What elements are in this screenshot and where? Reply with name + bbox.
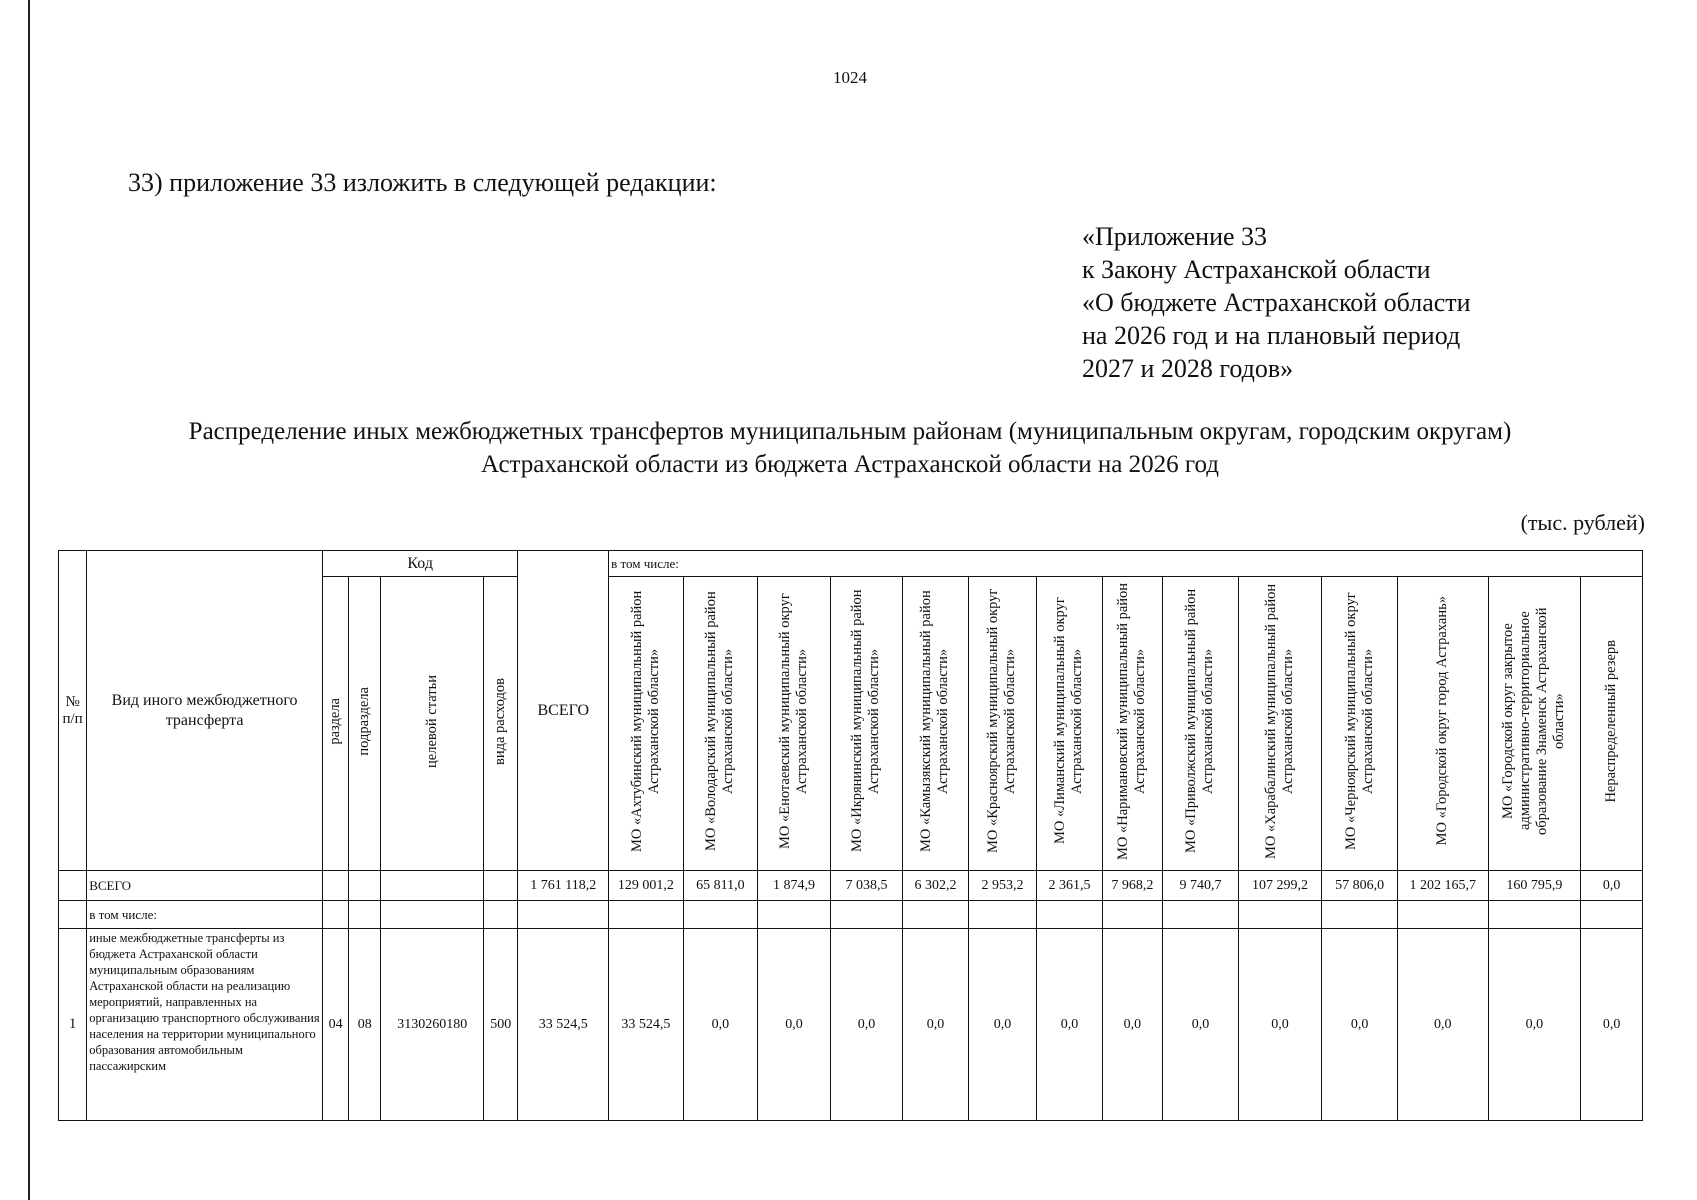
total-row-value: 1 874,9 [758, 871, 831, 901]
municipality-header: МО «Камызякский муниципальный район Астраханской области» [903, 577, 968, 871]
row-value: 0,0 [758, 929, 831, 1121]
total-row [59, 871, 1643, 901]
total-row-value: 65 811,0 [683, 871, 758, 901]
total-row-value: 7 038,5 [830, 871, 903, 901]
municipality-header: МО «Володарский муниципальный район Астраханской области» [683, 577, 758, 871]
total-row-total: 1 761 118,2 [518, 871, 609, 901]
title-line: Распределение иных межбюджетных трансфертов муниципальным районам (муниципальным округам, городским округам) [188, 418, 1512, 445]
total-row-value: 1 202 165,7 [1397, 871, 1488, 901]
total-row-value: 160 795,9 [1488, 871, 1581, 901]
title-line: Астраханской области из бюджета Астраханской области на 2026 год [481, 451, 1219, 478]
row-value: 0,0 [1163, 929, 1239, 1121]
row-value: 0,0 [903, 929, 968, 1121]
municipality-header: МО «Лиманский муниципальный округ Астраханской области» [1037, 577, 1102, 871]
row-value: 0,0 [1102, 929, 1162, 1121]
municipality-header: МО «Черноярский муниципальный округ Астраханской области» [1322, 577, 1398, 871]
total-row-value: 7 968,2 [1102, 871, 1162, 901]
row-total: 33 524,5 [518, 929, 609, 1121]
appendix-line: «Приложение 33 [1082, 222, 1268, 251]
appendix-line: на 2026 год и на плановый период [1082, 321, 1461, 350]
total-row-value: 0,0 [1581, 871, 1643, 901]
total-row-value: 57 806,0 [1322, 871, 1398, 901]
appendix-reference [1082, 220, 1471, 385]
table-row [59, 929, 1643, 1121]
document-title [80, 415, 1620, 481]
total-row-value: 2 953,2 [968, 871, 1037, 901]
appendix-line: к Закону Астраханской области [1082, 255, 1431, 284]
row-value: 0,0 [1488, 929, 1581, 1121]
code-subsection-header: подраздела [349, 577, 381, 871]
row-value: 0,0 [830, 929, 903, 1121]
total-row-num [59, 871, 87, 901]
municipality-header: МО «Приволжский муниципальный район Астраханской области» [1163, 577, 1239, 871]
row-section: 04 [322, 929, 348, 1121]
total-row-value: 9 740,7 [1163, 871, 1239, 901]
including-row [59, 901, 1643, 929]
including-row-label: в том числе: [87, 901, 323, 929]
including-header: в том числе: [609, 551, 1643, 577]
municipality-header: Нераспределенный резерв [1581, 577, 1643, 871]
appendix-line: «О бюджете Астраханской области [1082, 288, 1471, 317]
row-value: 0,0 [1581, 929, 1643, 1121]
num-header: № п/п [59, 551, 87, 871]
left-margin-line [28, 0, 30, 1200]
municipality-header: МО «Енотаевский муниципальный округ Астраханской области» [758, 577, 831, 871]
municipality-header: МО «Икрянинский муниципальный район Астраханской области» [830, 577, 903, 871]
row-num: 1 [59, 929, 87, 1121]
municipality-header: МО «Городской округ закрытое административно-территориальное образование Знаменск Астраханской области» [1488, 577, 1581, 871]
total-row-value: 2 361,5 [1037, 871, 1102, 901]
units-label: (тыс. рублей) [1520, 510, 1645, 535]
row-expense-type: 500 [484, 929, 518, 1121]
row-description: иные межбюджетные трансферты из бюджета Астраханской области муниципальным образованиям Астраханской области на реализацию мероприятий, направленных на организацию транспортного обслуживания населения на территории муниципального образования автомобильным пассажирским [87, 929, 323, 1121]
total-row-value: 129 001,2 [609, 871, 684, 901]
total-row-value: 6 302,2 [903, 871, 968, 901]
code-header: Код [322, 551, 517, 577]
code-target-header: целевой статьи [381, 577, 484, 871]
intro-text: 33) приложение 33 изложить в следующей редакции: [128, 168, 717, 197]
total-header: ВСЕГО [518, 551, 609, 871]
municipality-header: МО «Наримановский муниципальный район Астраханской области» [1102, 577, 1162, 871]
row-value: 0,0 [1238, 929, 1322, 1121]
row-value: 0,0 [683, 929, 758, 1121]
code-expense-header: вида расходов [484, 577, 518, 871]
header-row-1 [59, 551, 1643, 577]
total-row-value: 107 299,2 [1238, 871, 1322, 901]
municipality-header: МО «Ахтубинский муниципальный район Астраханской области» [609, 577, 684, 871]
transfers-table [58, 550, 1643, 1121]
municipality-header: МО «Городской округ город Астрахань» [1397, 577, 1488, 871]
row-value: 0,0 [1322, 929, 1398, 1121]
municipality-header: МО «Красноярский муниципальный округ Астраханской области» [968, 577, 1037, 871]
row-value: 0,0 [1397, 929, 1488, 1121]
code-section-header: раздела [322, 577, 348, 871]
municipality-header: МО «Харабалинский муниципальный район Астраханской области» [1238, 577, 1322, 871]
total-row-label: ВСЕГО [87, 871, 323, 901]
page-number: 1024 [833, 68, 867, 87]
row-value: 0,0 [1037, 929, 1102, 1121]
row-target: 3130260180 [381, 929, 484, 1121]
row-value: 33 524,5 [609, 929, 684, 1121]
row-subsection: 08 [349, 929, 381, 1121]
row-value: 0,0 [968, 929, 1037, 1121]
kind-header: Вид иного межбюджетного трансферта [87, 551, 323, 871]
appendix-line: 2027 и 2028 годов» [1082, 354, 1294, 383]
